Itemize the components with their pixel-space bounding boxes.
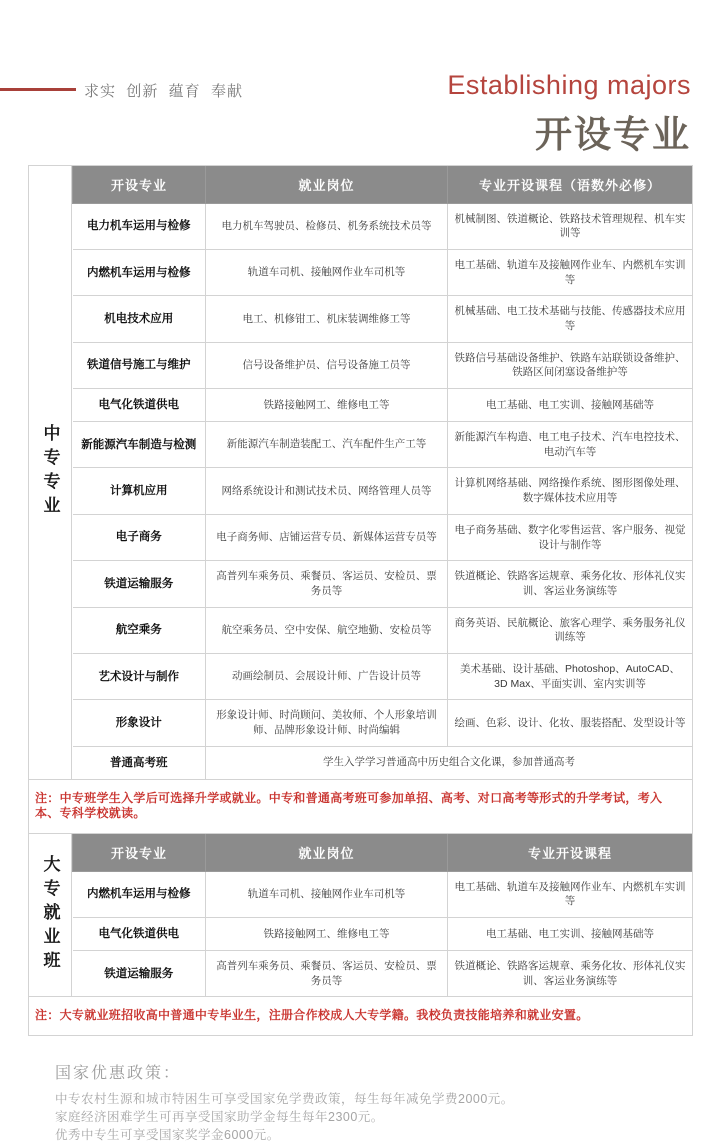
table-row [73,700,693,746]
jobs-cell: 形象设计师、时尚顾问、美妆师、个人形象培训师、品牌形象设计师、时尚编辑 [206,700,448,746]
accent-line [0,88,76,91]
major-cell: 电子商务 [73,514,206,560]
major-cell: 航空乘务 [73,607,206,653]
table-row [73,389,693,422]
policy-section [55,1060,720,1144]
column-header: 就业岗位 [206,834,448,871]
section-zhongzhuan [29,166,692,779]
courses-cell: 计算机网络基础、网络操作系统、图形图像处理、数字媒体技术应用等 [448,468,693,514]
major-cell: 铁道运输服务 [73,950,206,996]
courses-cell: 铁路信号基础设备维护、铁路车站联锁设备维护、铁路区间闭塞设备维护等 [448,342,693,388]
major-cell: 新能源汽车制造与检测 [73,422,206,468]
major-cell: 普通高考班 [73,746,206,779]
jobs-cell: 电工、机修钳工、机床装调维修工等 [206,296,448,342]
courses-cell: 铁道概论、铁路客运规章、乘务化妆、形体礼仪实训、客运业务演练等 [448,561,693,607]
major-cell: 内燃机车运用与检修 [73,249,206,295]
table-header-row [73,834,693,871]
table-row [73,342,693,388]
courses-cell: 美术基础、设计基础、Photoshop、AutoCAD、3D Max、平面实训、室内实训等 [448,653,693,699]
table-row [73,917,693,950]
sidebar-label-dazhuan: 大专就业班 [40,855,60,976]
page-title-en: Establishing majors [447,70,691,100]
courses-cell: 商务英语、民航概论、旅客心理学、乘务服务礼仪训练等 [448,607,693,653]
jobs-cell: 电力机车驾驶员、检修员、机务系统技术员等 [206,203,448,249]
major-cell: 形象设计 [73,700,206,746]
courses-cell: 绘画、色彩、设计、化妆、服装搭配、发型设计等 [448,700,693,746]
courses-cell: 新能源汽车构造、电工电子技术、汽车电控技术、电动汽车等 [448,422,693,468]
dazhuan-note: 注：大专就业班招收高中普通中专毕业生，注册合作校成人大专学籍。我校负责技能培养和就业安置。 [29,996,692,1035]
table-row [73,561,693,607]
major-cell: 电气化铁道供电 [73,389,206,422]
jobs-cell: 高普列车乘务员、乘餐员、客运员、安检员、票务员等 [206,561,448,607]
courses-cell: 电工基础、轨道车及接触网作业车、内燃机车实训等 [448,871,693,917]
jobs-cell: 铁路接触网工、维修电工等 [206,917,448,950]
courses-cell: 机械制图、铁道概论、铁路技术管理规程、机车实训等 [448,203,693,249]
jobs-cell: 学生入学学习普通高中历史组合文化课，参加普通高考 [206,746,693,779]
courses-cell: 机械基础、电工技术基础与技能、传感器技术应用等 [448,296,693,342]
jobs-cell: 高普列车乘务员、乘餐员、客运员、安检员、票务员等 [206,950,448,996]
school-motto: 求实 创新 蕴育 奉献 [84,83,244,100]
major-cell: 电力机车运用与检修 [73,203,206,249]
column-header: 专业开设课程 [448,834,693,871]
courses-cell: 电工基础、轨道车及接触网作业车、内燃机车实训等 [448,249,693,295]
major-cell: 电气化铁道供电 [73,917,206,950]
jobs-cell: 航空乘务员、空中安保、航空地勤、安检员等 [206,607,448,653]
policy-line: 家庭经济困难学生可再享受国家助学金每生每年2300元。 [55,1110,384,1125]
zhongzhuan-majors-table [72,166,692,779]
major-cell: 铁道信号施工与维护 [73,342,206,388]
courses-cell: 电子商务基础、数字化零售运营、客户服务、视觉设计与制作等 [448,514,693,560]
majors-block [28,165,693,1036]
jobs-cell: 轨道车司机、接触网作业车司机等 [206,871,448,917]
sidebar-label-zhongzhuan: 中专专业 [40,424,60,521]
policy-lines [55,1090,720,1144]
jobs-cell: 网络系统设计和测试技术员、网络管理人员等 [206,468,448,514]
table-row [73,422,693,468]
table-row [73,249,693,295]
policy-line: 中专农村生源和城市特困生可享受国家免学费政策，每生每年减免学费2000元。 [55,1091,514,1106]
table-header-row [73,166,693,203]
table-row [73,950,693,996]
table-row [73,296,693,342]
jobs-cell: 信号设备维护员、信号设备施工员等 [206,342,448,388]
column-header: 就业岗位 [206,166,448,203]
table-row [73,871,693,917]
table-row [73,468,693,514]
courses-cell: 电工基础、电工实训、接触网基础等 [448,389,693,422]
jobs-cell: 电子商务师、店铺运营专员、新媒体运营专员等 [206,514,448,560]
column-header: 专业开设课程（语数外必修） [448,166,693,203]
major-cell: 内燃机车运用与检修 [73,871,206,917]
major-cell: 艺术设计与制作 [73,653,206,699]
major-cell: 计算机应用 [73,468,206,514]
courses-cell: 铁道概论、铁路客运规章、乘务化妆、形体礼仪实训、客运业务演练等 [448,950,693,996]
column-header: 开设专业 [73,834,206,871]
zhongzhuan-note: 注：中专班学生入学后可选择升学或就业。中专和普通高考班可参加单招、高考、对口高考等形式的升学考试，考入本、专科学校就读。 [29,779,692,833]
major-cell: 机电技术应用 [73,296,206,342]
table-row [73,607,693,653]
zhongzhuan-table-wrap [71,166,692,779]
jobs-cell: 轨道车司机、接触网作业车司机等 [206,249,448,295]
courses-cell: 电工基础、电工实训、接触网基础等 [448,917,693,950]
title-group [447,70,691,158]
page-header [0,0,720,165]
policy-title: 国家优惠政策： [55,1064,182,1082]
policy-line: 优秀中专生可享受国家奖学金6000元。 [55,1128,280,1143]
jobs-cell: 新能源汽车制造装配工、汽车配件生产工等 [206,422,448,468]
page-title-zh: 开设专业 [535,114,691,155]
table-row [73,746,693,779]
table-row [73,653,693,699]
dazhuan-majors-table [72,834,692,996]
table-row [73,203,693,249]
column-header: 开设专业 [73,166,206,203]
table-row [73,514,693,560]
jobs-cell: 铁路接触网工、维修电工等 [206,389,448,422]
jobs-cell: 动画绘制员、会展设计师、广告设计员等 [206,653,448,699]
major-cell: 铁道运输服务 [73,561,206,607]
section-dazhuan [29,833,692,996]
dazhuan-table-wrap [71,834,692,996]
